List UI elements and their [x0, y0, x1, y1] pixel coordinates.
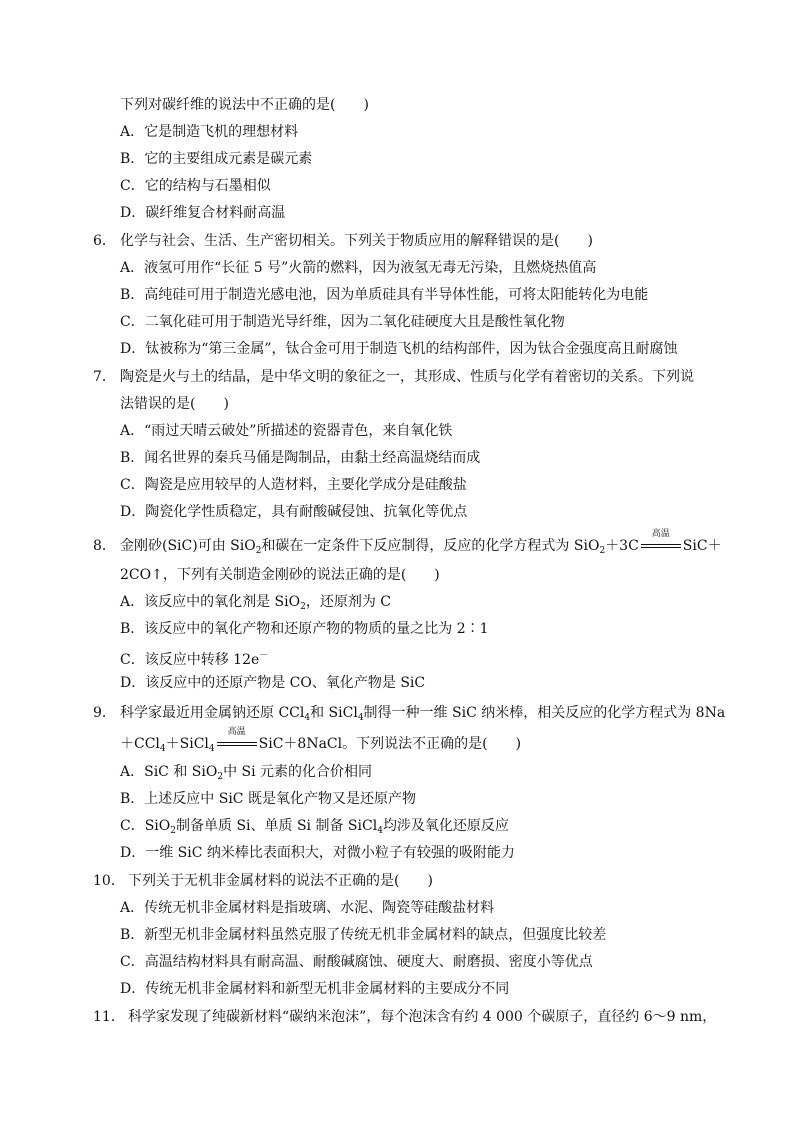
question-8-number: 8．: [93, 538, 116, 554]
question-7-option-c: C．陶瓷是应用较早的人造材料，主要化学成分是硅酸盐: [120, 477, 467, 493]
question-6-option-a: A．液氢可用作“长征 5 号”火箭的燃料，因为液氢无毒无污染，且燃烧热值高: [120, 260, 597, 276]
intro-option-c: C．它的结构与石墨相似: [120, 178, 271, 194]
question-8-option-a: A．该反应中的氧化剂是 SiO$_2$，还原剂为 C: [120, 594, 392, 612]
question-8-stem-line1: 金刚砂(SiC)可由 SiO$_2$和碳在一定条件下反应制得，反应的化学方程式为 SiO$_2$＋3C 高温 SiC＋: [120, 529, 722, 556]
question-6-option-b: B．高纯硅可用于制造光感电池，因为单质硅具有半导体性能，可将太阳能转化为电能: [120, 287, 649, 303]
question-10-option-d: D．传统无机非金属材料和新型无机非金属材料的主要成分不同: [120, 981, 510, 997]
intro-option-a: A．它是制造飞机的理想材料: [120, 124, 299, 140]
question-6-option-d: D．钛被称为“第三金属”，钛合金可用于制造飞机的结构部件，因为钛合金强度高且耐腐蚀: [120, 341, 678, 357]
reaction-condition-arrow: 高温: [641, 539, 681, 553]
question-11-stem: 科学家发现了纯碳新材料“碳纳米泡沫”，每个泡沫含有约 4 000 个碳原子，直径约 6～9 nm，: [128, 1009, 717, 1025]
question-7-option-d: D．陶瓷化学性质稳定，具有耐酸碱侵蚀、抗氧化等优点: [120, 504, 468, 520]
question-8-option-b: B．该反应中的氧化产物和还原产物的物质的量之比为 2∶1: [120, 621, 489, 637]
question-10-option-b: B．新型无机非金属材料虽然克服了传统无机非金属材料的缺点，但强度比较差: [120, 927, 607, 943]
question-6-number: 6．: [93, 233, 116, 249]
intro-option-d: D．碳纤维复合材料耐高温: [120, 205, 286, 221]
question-9-stem-line1: 科学家最近用金属钠还原 CCl$_4$和 SiCl$_4$制得一种一维 SiC 纳米棒，相关反应的化学方程式为 8Na: [120, 705, 726, 723]
question-6-option-c: C．二氧化硅可用于制造光导纤维，因为二氧化硅硬度大且是酸性氧化物: [120, 314, 565, 330]
question-9-option-b: B．上述反应中 SiC 既是氧化产物又是还原产物: [120, 791, 416, 807]
question-10-stem: 下列关于无机非金属材料的说法不正确的是( ): [128, 873, 433, 889]
question-10-option-c: C．高温结构材料具有耐高温、耐酸碱腐蚀、硬度大、耐磨损、密度小等优点: [120, 954, 593, 970]
question-8-stem-line2: 2CO↑，下列有关制造金刚砂的说法正确的是( ): [120, 567, 440, 583]
question-8-option-d: D．该反应中的还原产物是 CO、氧化产物是 SiC: [120, 675, 426, 691]
intro-option-b: B．它的主要组成元素是碳元素: [120, 151, 313, 167]
reaction-condition-arrow: 高温: [217, 737, 257, 751]
question-7-option-a: A．“雨过天晴云破处”所描述的瓷器青色，来自氧化铁: [120, 423, 453, 439]
question-7-number: 7．: [93, 369, 116, 385]
question-9-number: 9．: [93, 705, 116, 721]
question-9-stem-line2: ＋CCl$_4$＋SiCl$_4$ 高温 SiC＋8NaCl。下列说法不正确的是( ): [120, 727, 522, 754]
question-6-stem: 化学与社会、生活、生产密切相关。下列关于物质应用的解释错误的是( ): [120, 233, 593, 249]
question-11-number: 11．: [93, 1009, 125, 1025]
question-7-stem-line2: 法错误的是( ): [120, 396, 229, 412]
question-10-number: 10．: [93, 873, 125, 889]
intro-stem: 下列对碳纤维的说法中不正确的是( ): [120, 97, 369, 113]
question-9-option-d: D．一维 SiC 纳米棒比表面积大，对微小粒子有较强的吸附能力: [120, 845, 515, 861]
question-8-option-c: C．该反应中转移 12e－: [120, 651, 269, 668]
question-10-option-a: A．传统无机非金属材料是指玻璃、水泥、陶瓷等硅酸盐材料: [120, 900, 495, 916]
question-9-option-a: A．SiC 和 SiO$_2$中 Si 元素的化合价相同: [120, 764, 373, 782]
question-7-option-b: B．闻名世界的秦兵马俑是陶制品，由黏土经高温烧结而成: [120, 450, 481, 466]
question-9-option-c: C．SiO$_2$制备单质 Si、单质 Si 制备 SiCl$_4$均涉及氧化还原反应: [120, 818, 509, 836]
question-7-stem-line1: 陶瓷是火与土的结晶，是中华文明的象征之一，其形成、性质与化学有着密切的关系。下列说: [120, 369, 694, 385]
